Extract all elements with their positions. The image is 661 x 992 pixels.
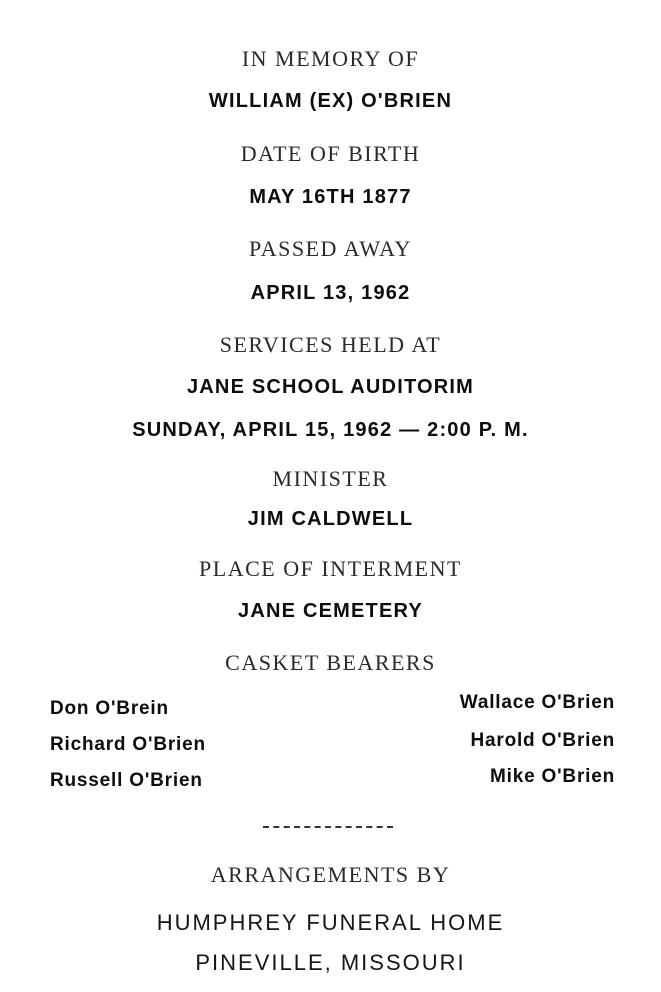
arrangements-heading: ARRANGEMENTS BY [210, 862, 451, 887]
deceased-name: WILLIAM (EX) O'BRIEN [208, 90, 453, 112]
bearer-left-3: Russell O'Brien [50, 770, 203, 791]
bearer-right-1: Wallace O'Brien [459, 692, 615, 713]
bearer-right-3: Mike O'Brien [490, 766, 615, 787]
section-divider [263, 826, 393, 828]
bearers-heading: CASKET BEARERS [225, 650, 436, 675]
interment-heading: PLACE OF INTERMENT [199, 556, 462, 581]
passed-date: APRIL 13, 1962 [250, 282, 411, 304]
services-place: JANE SCHOOL AUDITORIM [186, 376, 475, 398]
bearer-left-2: Richard O'Brien [50, 734, 206, 755]
funeral-home-location: PINEVILLE, MISSOURI [195, 950, 466, 975]
in-memory-heading: IN MEMORY OF [241, 46, 420, 71]
birth-date: MAY 16TH 1877 [249, 186, 412, 208]
minister-name: JIM CALDWELL [247, 508, 414, 530]
funeral-home-name: HUMPHREY FUNERAL HOME [156, 910, 505, 935]
services-heading: SERVICES HELD AT [219, 332, 442, 357]
interment-place: JANE CEMETERY [238, 600, 423, 622]
bearer-right-2: Harold O'Brien [470, 730, 615, 751]
birth-heading: DATE OF BIRTH [240, 141, 421, 166]
minister-heading: MINISTER [272, 466, 389, 491]
bearer-left-1: Don O'Brein [50, 698, 169, 719]
services-datetime: SUNDAY, APRIL 15, 1962 — 2:00 P. M. [132, 419, 529, 441]
passed-heading: PASSED AWAY [249, 236, 412, 261]
